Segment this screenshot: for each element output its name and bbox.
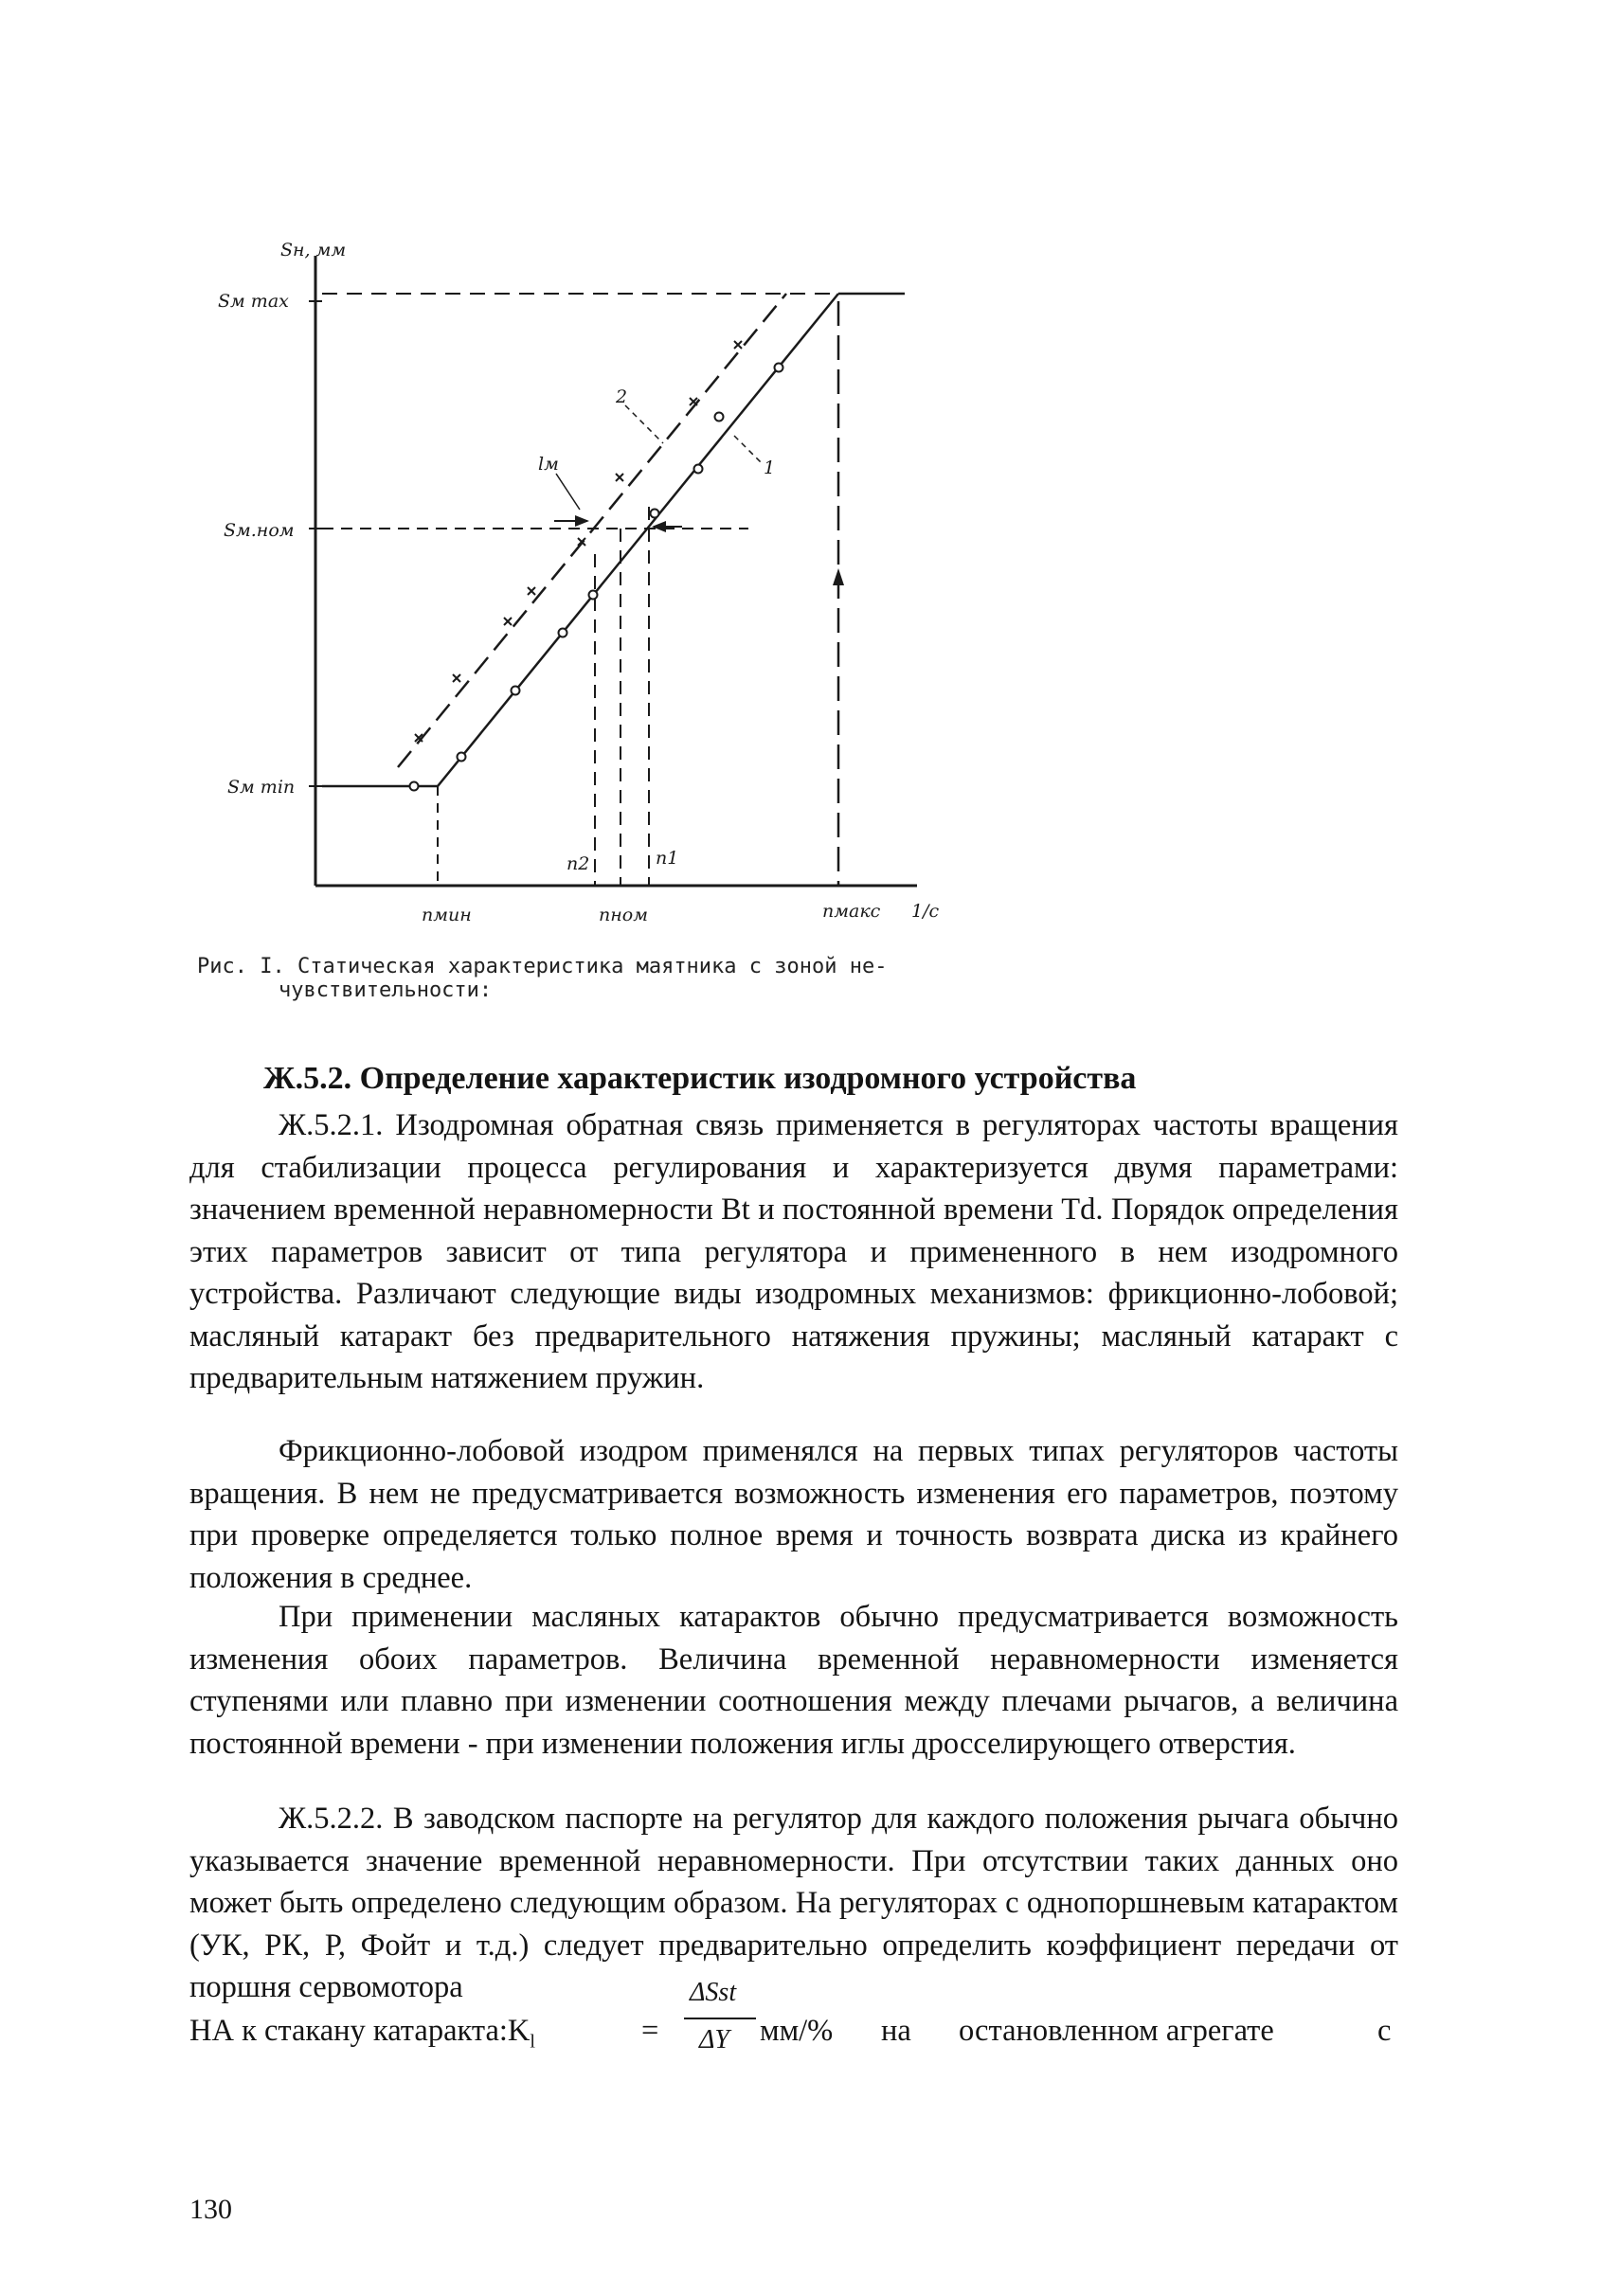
- x-axis-unit: 1/с: [911, 901, 940, 922]
- curve-1-label: 1: [764, 457, 776, 478]
- caption-line-1: Рис. I. Статическая характеристика маятника с зоной не-: [197, 955, 888, 978]
- y-tick-smax: Sм max: [218, 291, 289, 312]
- formula-suffix-3: с: [1377, 2014, 1392, 2048]
- x-tick-nmin: nмин: [422, 905, 472, 925]
- curve-2-label: 2: [616, 386, 628, 407]
- caption-line-2: чувствительности:: [279, 978, 493, 1002]
- static-characteristic-figure: [0, 0, 1601, 947]
- formula-suffix-1: на: [881, 2014, 911, 2048]
- x-tick-nmax: nмакс: [822, 901, 881, 922]
- paragraph-2: Фрикционно-лобовой изодром применялся на первых типах регуляторов частоты вращения. В нем не предусматривается возможность изменения его параметров, поэтому при проверке определяется только полное время и точность возврата диска из крайнего положения в среднее.: [189, 1434, 1398, 1595]
- formula-equals: =: [641, 2014, 659, 2048]
- y-tick-snom: Sм.ном: [224, 520, 295, 541]
- paragraph-3: При применении масляных катарактов обычно предусматривается возможность изменения обоих параметров. Величина временной неравномерности изменяется ступенями или плавно при изменении соотношения между плечами рычагов, а величина постоянной времени - при изменении положения иглы дросселирующего отверстия.: [189, 1600, 1398, 1761]
- y-axis-label: Sн, мм: [280, 240, 347, 260]
- formula-denominator: ΔY: [699, 2025, 730, 2054]
- y-tick-smin: Sм min: [227, 777, 296, 798]
- zone-label: lм: [538, 454, 559, 475]
- formula-unit: мм/%: [760, 2014, 834, 2048]
- formula-line: [189, 1978, 1398, 2105]
- paragraph-1: Ж.5.2.1. Изодромная обратная связь применяется в регуляторах частоты вращения для стабилизации процесса регулирования и характеризуется двумя параметрами: значением временной неравномерности Bt и постоянной времени Тd. Порядок определения этих параметров зависит от типа регулятора и примененного в нем изодромного устройства. Различают следующие виды изодромных механизмов: фрикционно-лобовой; масляный катаракт без предварительного натяжения пружины; масляный катаракт с предварительным натяжением пружин.: [189, 1108, 1398, 1395]
- curve-2-line: [398, 294, 786, 767]
- figure-caption: [197, 955, 1031, 1002]
- formula-suffix-2: остановленном агрегате: [959, 2014, 1274, 2048]
- section-heading: Ж.5.2. Определение характеристик изодромного устройства: [263, 1061, 1137, 1096]
- x-tick-nnom: nном: [599, 905, 648, 925]
- paragraph-4: Ж.5.2.2. В заводском паспорте на регулятор для каждого положения рычага обычно указывается значение временной неравномерности. При отсутствии таких данных оно может быть определено следующим образом. На регуляторах с однопоршневым катарактом (УК, РК, Р, Фойт и т.д.) следует предварительно определить коэффициент передачи от поршня сервомотора: [189, 1802, 1398, 2004]
- n2-label: n2: [567, 853, 590, 874]
- formula-prefix: НА к стакану катаракта:K: [189, 2014, 531, 2048]
- page-number: 130: [189, 2194, 232, 2225]
- formula-numerator: ΔSst: [690, 1978, 737, 2007]
- n1-label: n1: [656, 848, 679, 869]
- formula-fraction-bar: [684, 2018, 756, 2019]
- formula-subscript: l: [530, 2031, 535, 2053]
